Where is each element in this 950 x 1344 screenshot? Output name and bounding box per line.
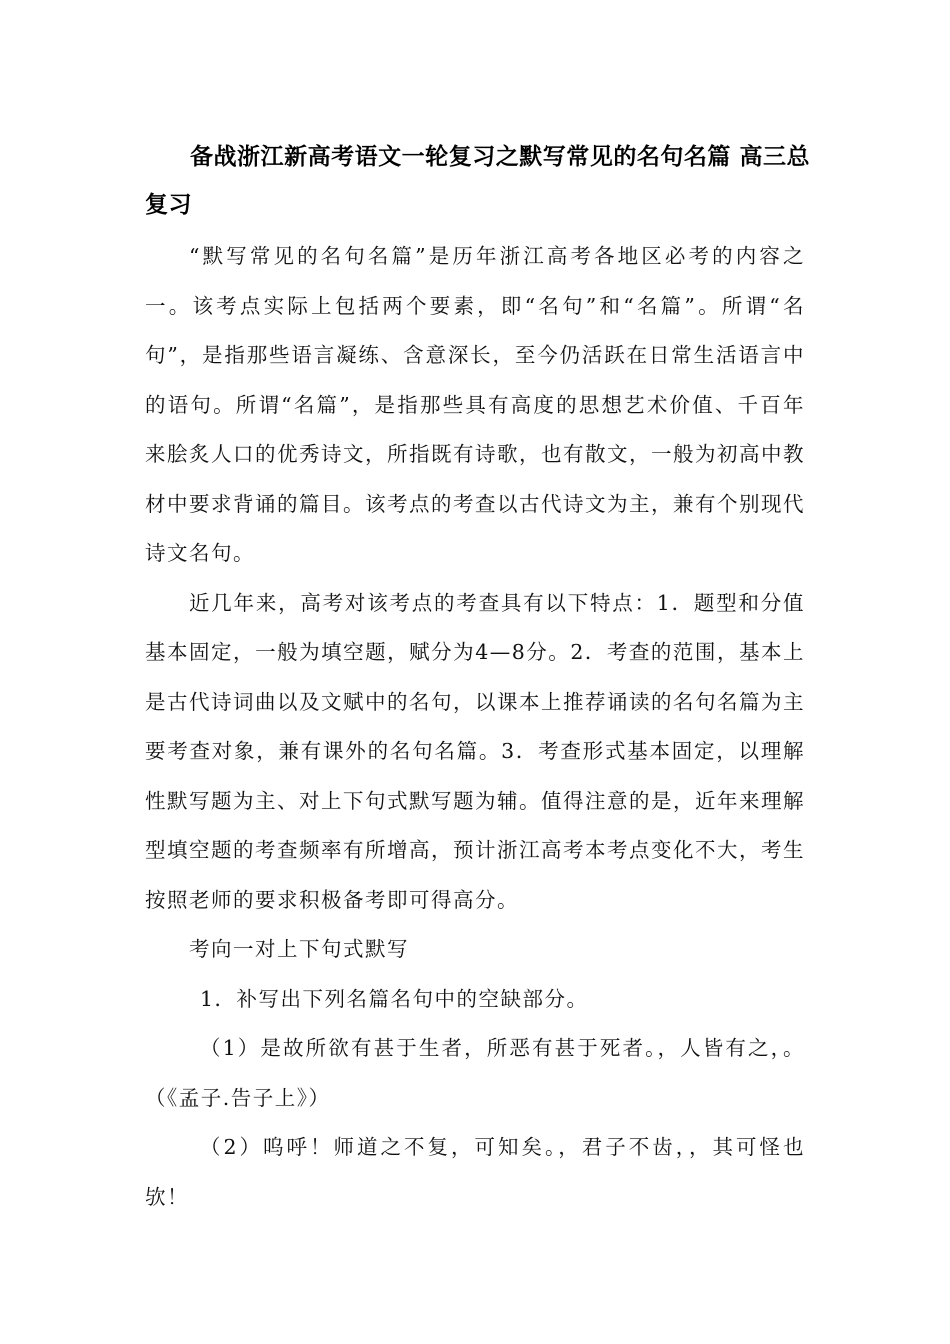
section-heading: 考向一对上下句式默写 [189,937,409,961]
document-title: 备战浙江新高考语文一轮复习之默写常见的名句名篇 高三总复习 [145,144,810,218]
document-body [145,232,805,1222]
question-item-2: （2）呜呼！师道之不复，可知矣。，君子不齿，，其可怪也欤！ [145,1135,805,1209]
features-paragraph: 近几年来，高考对该考点的考查具有以下特点：1．题型和分值基本固定，一般为填空题，赋分为4—8分。2．考查的范围，基本上是古代诗词曲以及文赋中的名句，以课本上推荐诵读的名句名篇为主要考查对象，兼有课外的名句名篇。3．考查形式基本固定，以理解性默写题为主、对上下句式默写题为辅。值得注意的是，近年来理解型填空题的考查频率有所增高，预计浙江高考本考点变化不大，考生按照老师的要求积极备考即可得高分。 [145,590,805,912]
question-instruction: 1．补写出下列名篇名句中的空缺部分。 [200,986,589,1011]
question-item-1: （1）是故所欲有甚于生者，所恶有甚于死者。，人皆有之，。（《孟子.告子上》） [145,1036,805,1110]
intro-paragraph: “默写常见的名句名篇”是历年浙江高考各地区必考的内容之一。该考点实际上包括两个要素，即“名句”和“名篇”。所谓“名句”，是指那些语言凝练、含意深长，至今仍活跃在日常生活语言中的语句。所谓“名篇”，是指那些具有高度的思想艺术价值、千百年来脍炙人口的优秀诗文，所指既有诗歌，也有散文，一般为初高中教材中要求背诵的篇目。该考点的考查以古代诗文为主，兼有个别现代诗文名句。 [145,244,805,565]
